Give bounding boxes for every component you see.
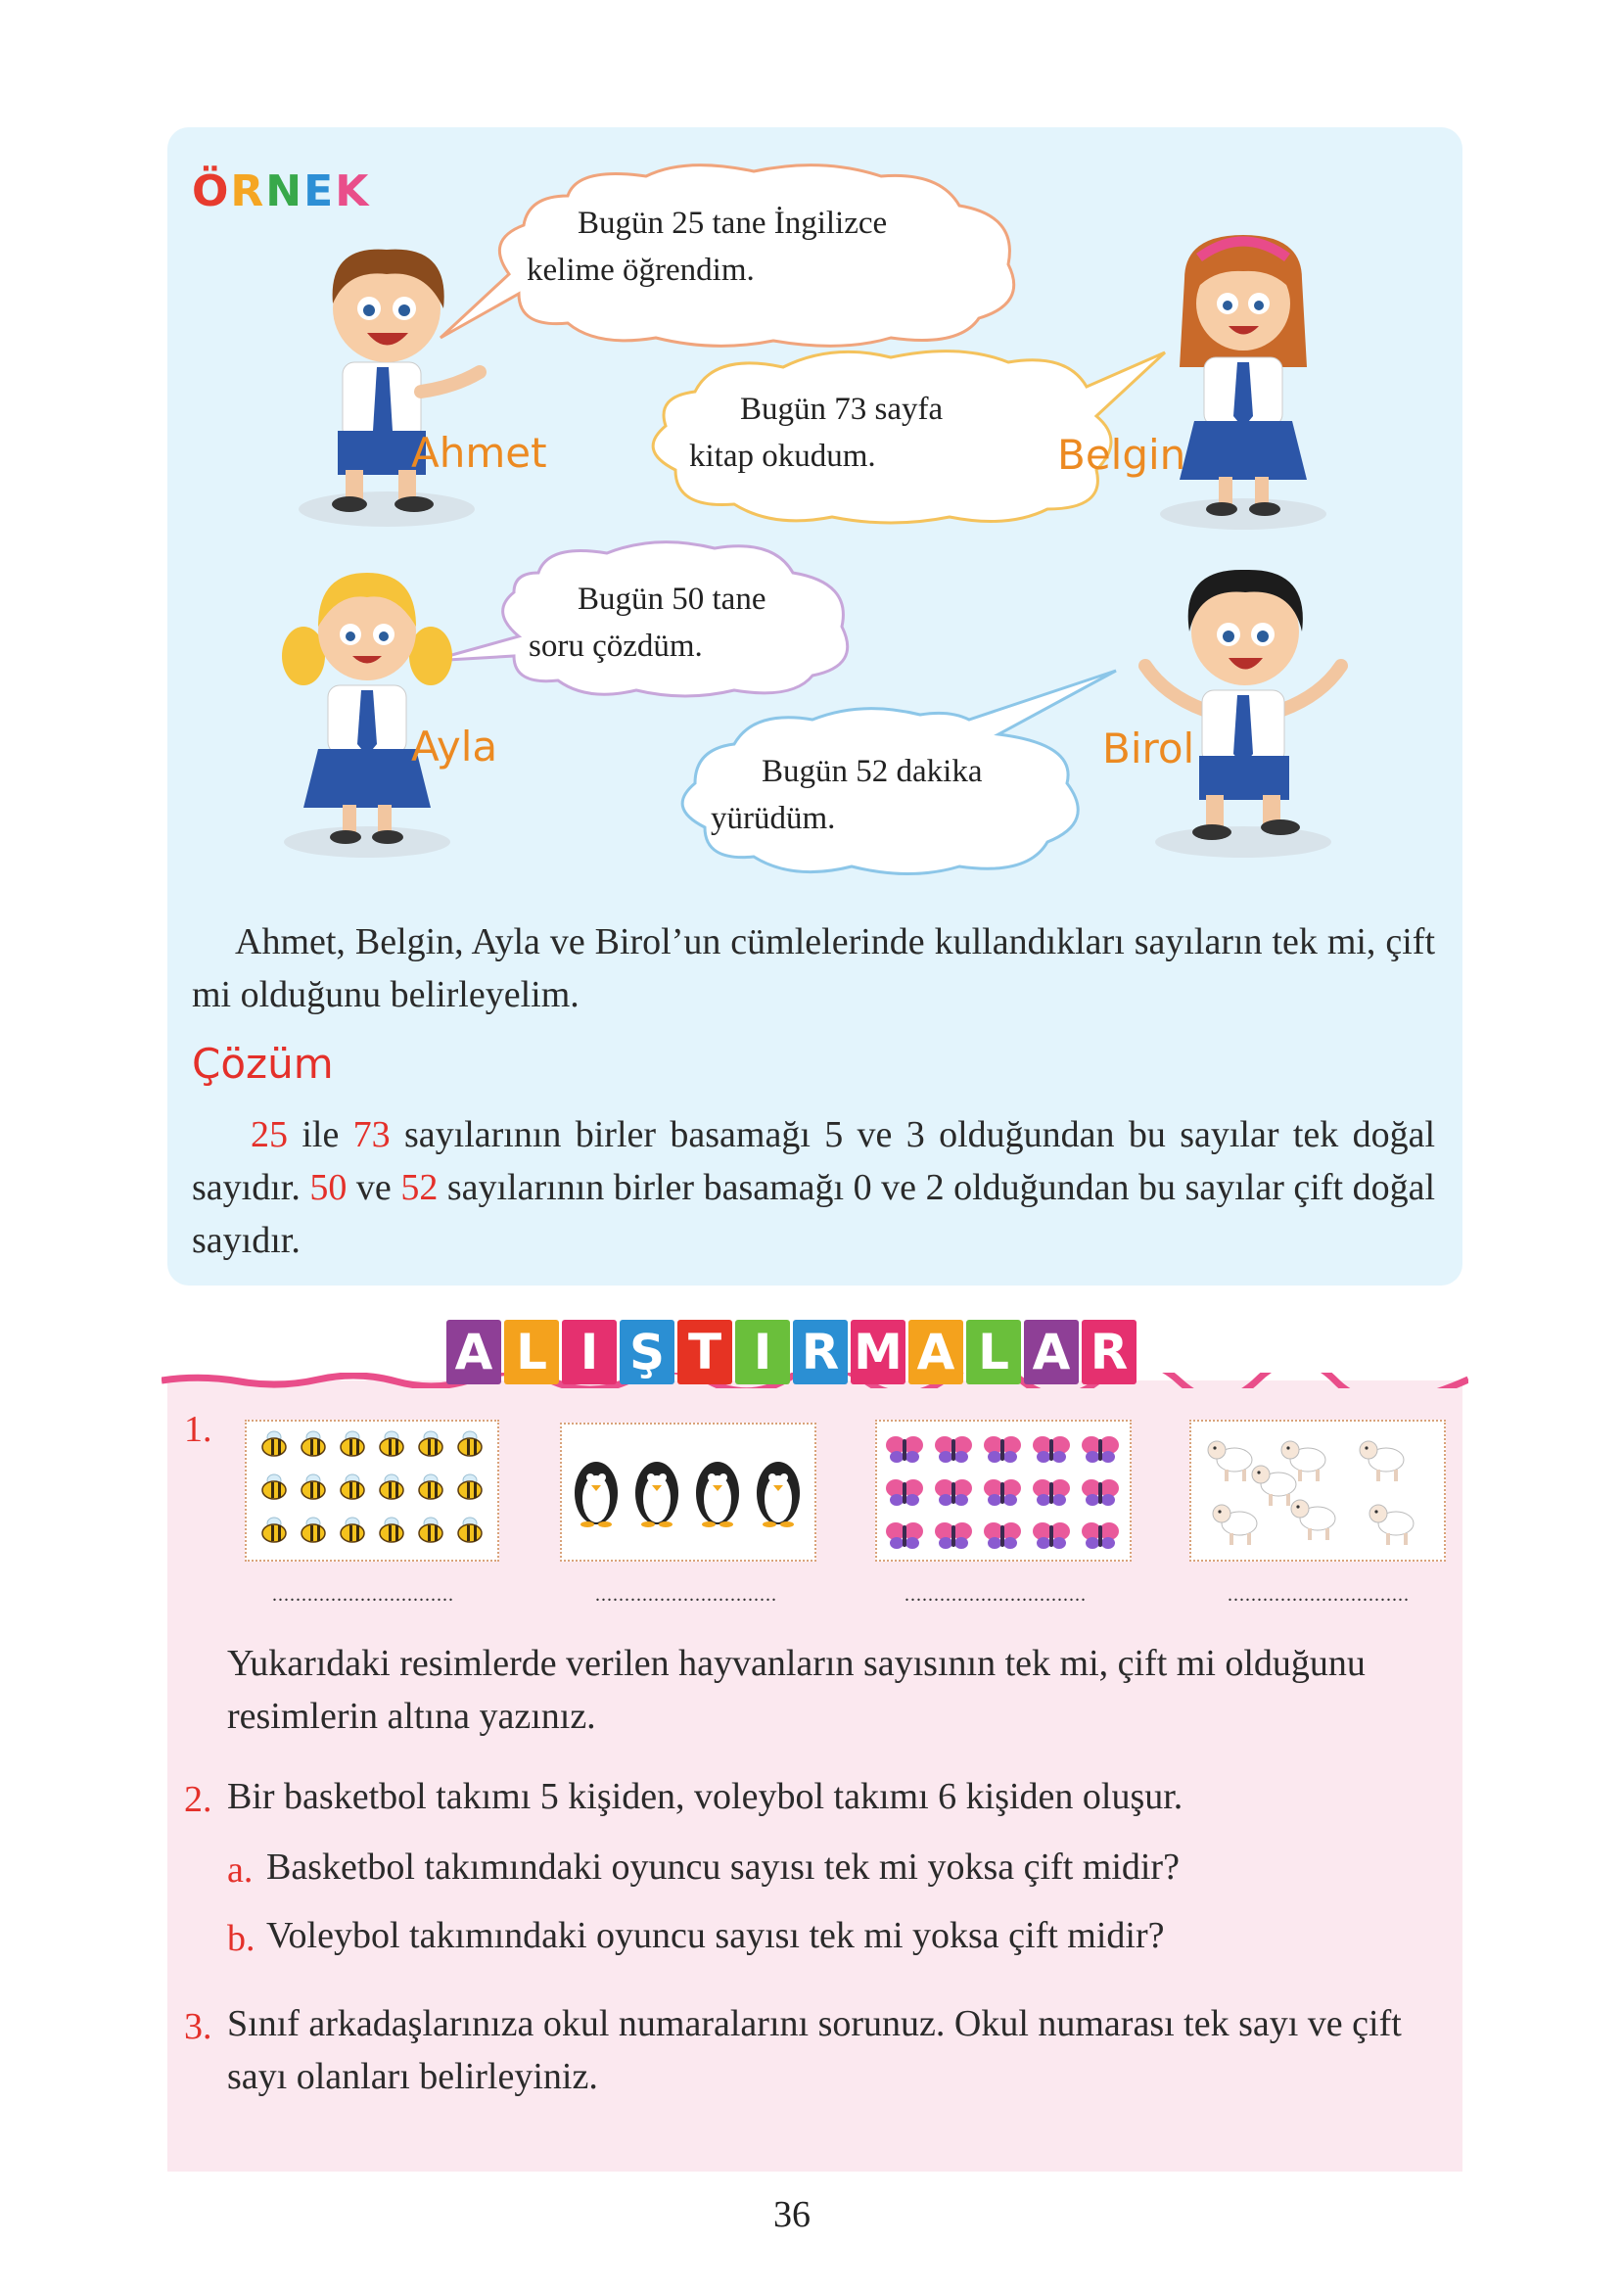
butterfly-icon [984, 1479, 1021, 1506]
q2b-text: Voleybol takımındaki oyuncu sayısı tek mi yoksa çift midir? [266, 1915, 1165, 1956]
name-ahmet: Ahmet [411, 429, 547, 477]
bee-icon [262, 1518, 286, 1542]
butterfly-icon [935, 1436, 972, 1463]
butterfly-icon [1082, 1479, 1119, 1506]
picture-penguins [560, 1423, 816, 1562]
example-question: Ahmet, Belgin, Ayla ve Birol’un cümlelerinde kullandıkları sayıların tek mi, çift mi olduğunu belirleyelim. [192, 921, 1435, 1015]
bee-icon [262, 1431, 286, 1456]
bee-icon [458, 1474, 482, 1499]
bee-icon [458, 1518, 482, 1542]
solution-number: 50 [309, 1167, 348, 1208]
header-letter-tile: T [677, 1320, 732, 1384]
speech-ayla-line2: soru çözdüm. [529, 629, 703, 664]
header-letter-tile: Ş [620, 1320, 674, 1384]
solution-fragment: ile [288, 1114, 353, 1155]
header-letter-tile: L [504, 1320, 559, 1384]
picture-lambs [1189, 1420, 1446, 1562]
q2a-text: Basketbol takımındaki oyuncu sayısı tek mi yoksa çift midir? [266, 1847, 1180, 1888]
speech-ahmet-line2: kelime öğrendim. [527, 253, 755, 288]
header-letter-tile: A [1024, 1320, 1079, 1384]
butterfly-icon [1082, 1522, 1119, 1549]
bee-icon [341, 1518, 364, 1542]
lamb-icon [1360, 1441, 1404, 1481]
header-letter-tile: I [562, 1320, 617, 1384]
ornek-letter: N [265, 166, 304, 216]
answer-blank-4[interactable]: ............................... [1228, 1584, 1410, 1606]
penguin-icon [635, 1462, 678, 1527]
bee-icon [262, 1474, 286, 1499]
q2-number: 2. [184, 1779, 212, 1820]
lamb-icon [1369, 1505, 1414, 1545]
q1-text: Yukarıdaki resimlerde verilen hayvanların sayısının tek mi, çift mi olduğunu resimlerin altına yazınız. [227, 1643, 1366, 1737]
solution-title: Çözüm [192, 1040, 334, 1088]
girl-belgin-illustration [1145, 220, 1341, 534]
q2a-label: a. [227, 1849, 254, 1891]
bee-icon [302, 1518, 325, 1542]
girl-ayla-illustration [274, 548, 460, 862]
butterfly-icon [886, 1522, 923, 1549]
boy-birol-illustration [1136, 548, 1351, 862]
butterfly-icon [886, 1436, 923, 1463]
butterfly-icon [935, 1479, 972, 1506]
answer-blank-1[interactable]: ............................... [272, 1584, 454, 1606]
ornek-letter: K [335, 166, 371, 216]
penguin-icon [696, 1462, 739, 1527]
lamb-icon [1252, 1466, 1296, 1506]
butterfly-icon [1033, 1479, 1070, 1506]
name-birol: Birol [1102, 725, 1195, 772]
solution-text [192, 1108, 1435, 1267]
lamb-icon [1291, 1500, 1335, 1540]
butterfly-icon [984, 1522, 1021, 1549]
lamb-icon [1208, 1441, 1252, 1481]
bee-icon [380, 1518, 403, 1542]
butterfly-icon [1033, 1436, 1070, 1463]
bee-icon [341, 1431, 364, 1456]
bee-icon [302, 1431, 325, 1456]
name-ayla: Ayla [411, 723, 498, 771]
q2-text: Bir basketbol takımı 5 kişiden, voleybol takımı 6 kişiden oluşur. [227, 1776, 1183, 1817]
ornek-letter: R [230, 166, 266, 216]
header-letter-tile: M [851, 1320, 905, 1384]
answer-blank-2[interactable]: ............................... [595, 1584, 777, 1606]
page-number: 36 [773, 2194, 811, 2235]
bee-icon [302, 1474, 325, 1499]
solution-number: 52 [400, 1167, 439, 1208]
solution-number: 73 [352, 1114, 391, 1155]
q1-number: 1. [184, 1409, 212, 1450]
name-belgin: Belgin [1057, 431, 1186, 479]
speech-birol-line2: yürüdüm. [711, 801, 836, 836]
ornek-letter: E [303, 166, 336, 216]
header-letter-tile: L [966, 1320, 1021, 1384]
boy-ahmet-illustration [279, 225, 504, 529]
speech-belgin-line1: Bugün 73 sayfa [740, 392, 944, 427]
speech-birol-line1: Bugün 52 dakika [762, 754, 983, 789]
bee-icon [380, 1431, 403, 1456]
butterfly-icon [1033, 1522, 1070, 1549]
bee-icon [419, 1431, 442, 1456]
butterfly-icon [984, 1436, 1021, 1463]
picture-butterflies [875, 1420, 1132, 1562]
q2b-label: b. [227, 1918, 255, 1959]
bee-icon [458, 1431, 482, 1456]
speech-ayla-line1: Bugün 50 tane [578, 582, 766, 617]
header-letter-tile: A [908, 1320, 963, 1384]
bee-icon [419, 1474, 442, 1499]
speech-ahmet-line1: Bugün 25 tane İngilizce [578, 206, 888, 241]
solution-number: 25 [251, 1114, 288, 1155]
q3-number: 3. [184, 2006, 212, 2047]
bee-icon [341, 1474, 364, 1499]
penguin-icon [575, 1462, 618, 1527]
bee-icon [380, 1474, 403, 1499]
butterfly-icon [1082, 1436, 1119, 1463]
solution-fragment: ve [347, 1167, 401, 1208]
solution-fragment: sayılarının birler basamağı 5 ve 3 olduğundan bu sayılar tek doğal sayıdır. [192, 1114, 1436, 1208]
penguin-icon [757, 1462, 800, 1527]
picture-bees [245, 1420, 499, 1562]
q3-text: Sınıf arkadaşlarınıza okul numaralarını sorunuz. Okul numarası tek sayı ve çift sayı olanları belirleyiniz. [227, 2003, 1402, 2097]
answer-blank-3[interactable]: ............................... [905, 1584, 1087, 1606]
lamb-icon [1213, 1505, 1257, 1545]
exercises-header [446, 1320, 1137, 1386]
bee-icon [419, 1518, 442, 1542]
header-letter-tile: I [735, 1320, 790, 1384]
header-letter-tile: R [1082, 1320, 1137, 1384]
ornek-label [192, 166, 370, 216]
ornek-letter: Ö [192, 166, 231, 216]
speech-belgin-line2: kitap okudum. [689, 439, 876, 474]
solution-fragment: sayılarının birler basamağı 0 ve 2 olduğundan bu sayılar çift doğal sayıdır. [192, 1167, 1436, 1261]
butterfly-icon [886, 1479, 923, 1506]
butterfly-icon [935, 1522, 972, 1549]
header-letter-tile: R [793, 1320, 848, 1384]
header-letter-tile: A [446, 1320, 501, 1384]
